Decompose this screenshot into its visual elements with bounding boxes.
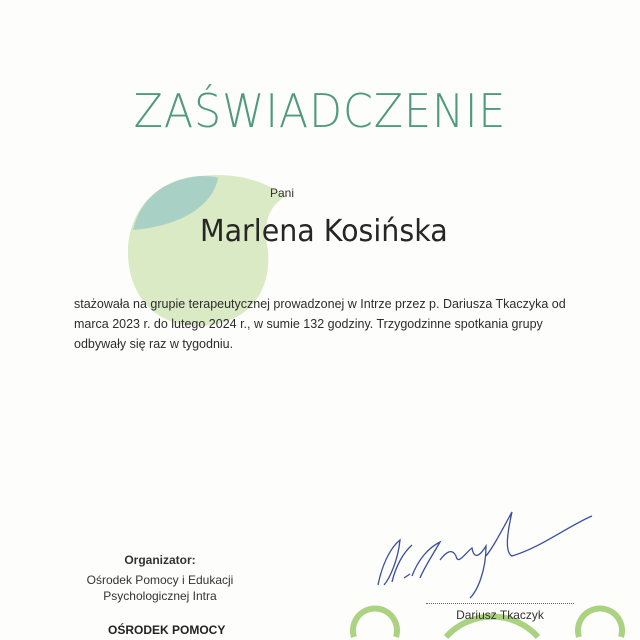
salutation: Pani (270, 186, 295, 200)
recipient-name: Marlena Kosińska (200, 214, 448, 249)
ring-left (353, 608, 397, 637)
signer-name: Dariusz Tkaczyk (456, 608, 544, 622)
organizer-name (60, 572, 260, 604)
signature-line (426, 603, 574, 604)
organizer-name-line1: Ośrodek Pomocy i Edukacji (86, 573, 234, 587)
certificate-title: ZAŚWIADCZENIE (133, 84, 507, 138)
organizer-label: Organizator: (124, 553, 196, 567)
organizer-name-line2: Psychologicznej Intra (103, 589, 217, 603)
certificate-body-text: stażowała na grupie terapeutycznej prowadzonej w Intrze przez p. Dariusza Tkaczyka od marca 2023 r. do lutego 2024 r., w sumie 132 godziny. Trzygodzinne spotkania grupy odbywały się raz w tygodniu. (74, 297, 566, 351)
ring-right (578, 608, 622, 637)
organization-logo-text: OŚRODEK POMOCY (108, 623, 226, 637)
signature-image (378, 512, 592, 598)
